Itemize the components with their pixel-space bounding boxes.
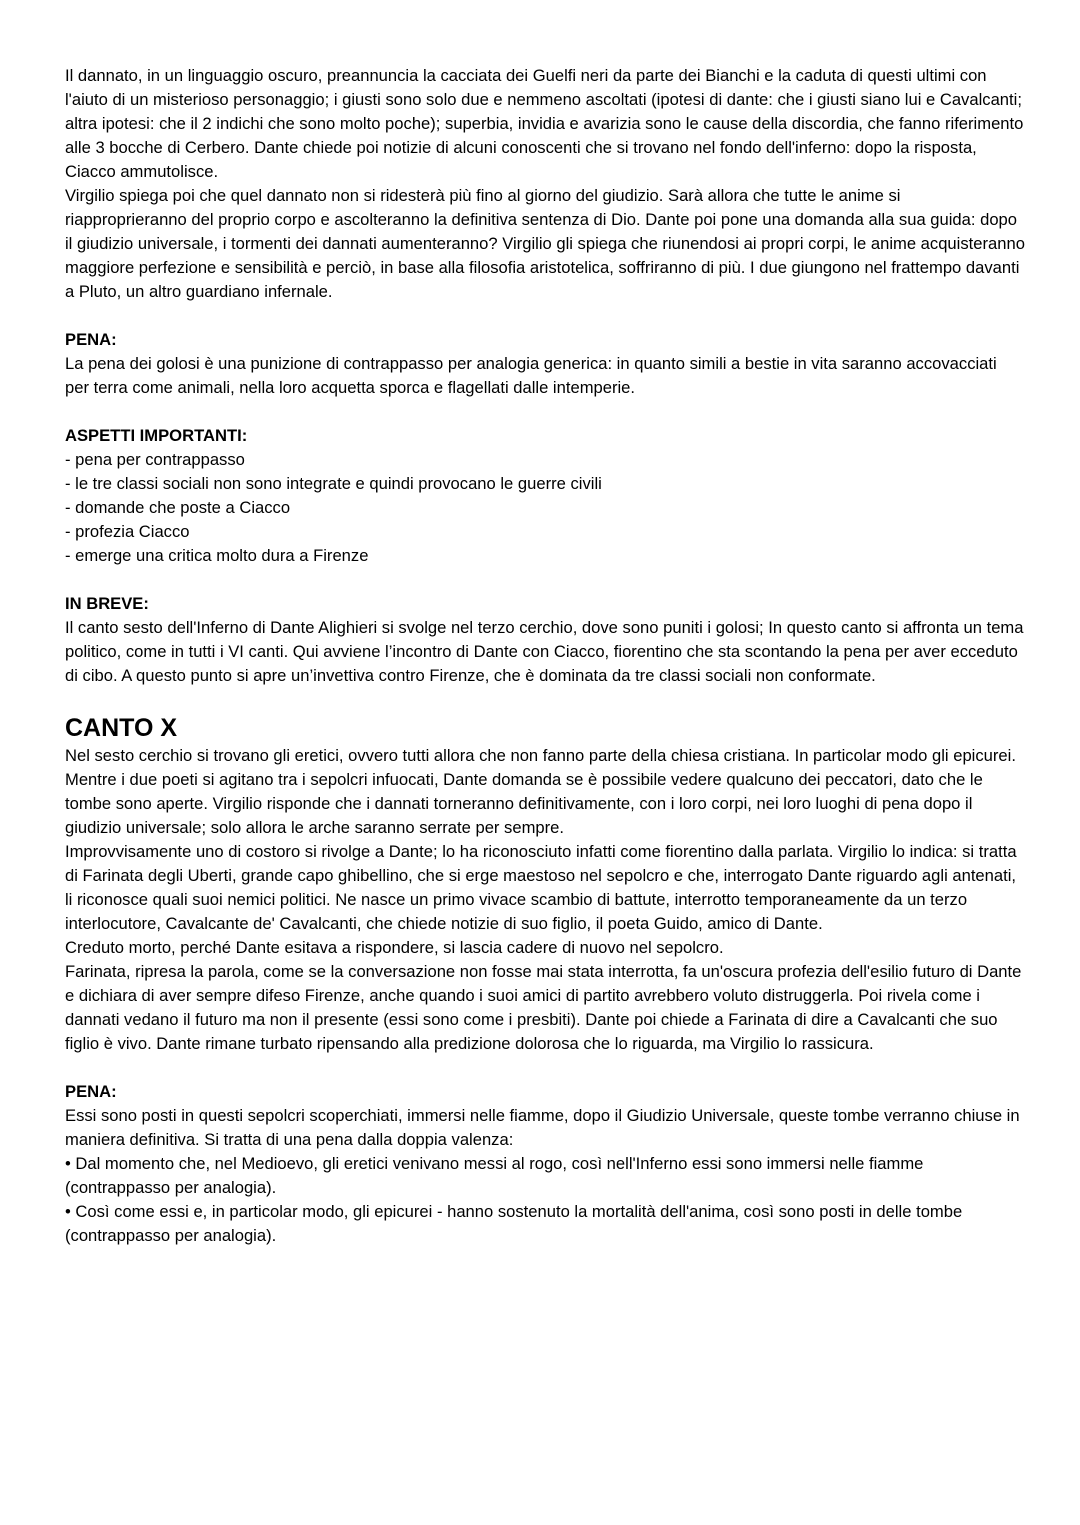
- in-breve-heading: IN BREVE:: [65, 594, 149, 613]
- list-item: - le tre classi sociali non sono integrate e quindi provocano le guerre civili: [65, 474, 602, 493]
- canto-x-paragraph-5: Farinata, ripresa la parola, come se la conversazione non fosse mai stata interrotta, fa un'oscura profezia dell'esilio futuro di Dante e dichiara di aver sempre difeso Firenze, anche quando i suoi amici di partito avrebbero voluto distruggerla. Poi rivela come i dannati vedano il futuro ma non il presente (essi sono come i presbiti). Dante poi chiede a Farinata di dire a Cavalcanti che suo figlio è vivo. Dante rimane turbato ripensando alla predizione dolorosa che lo riguarda, ma Virgilio lo rassicura.: [65, 962, 1022, 1053]
- canto-x-paragraph-4: Creduto morto, perché Dante esitava a rispondere, si lascia cadere di nuovo nel sepolcro.: [65, 938, 724, 957]
- pena-heading: PENA:: [65, 330, 117, 349]
- pena-x-bullet-2: • Così come essi e, in particolar modo, gli epicurei - hanno sostenuto la mortalità dell'anima, così sono posti in delle tombe (contrappasso per analogia).: [65, 1202, 963, 1245]
- list-item: - pena per contrappasso: [65, 450, 245, 469]
- intro-paragraph-2: Virgilio spiega poi che quel dannato non si ridesterà più fino al giorno del giudizio. Sarà allora che tutte le anime si riapproprieranno del proprio corpo e ascolteranno la definitiva sentenza di Dio. Dante poi pone una domanda alla sua guida: dopo il giudizio universale, i tormenti dei dannati aumenteranno? Virgilio gli spiega che riunendosi ai propri corpi, le anime acquisteranno maggiore perfezione e sensibilità e perciò, in base alla filosofia aristotelica, soffriranno di più. I due giungono nel frattempo davanti a Pluto, un altro guardiano infernale.: [65, 186, 1025, 301]
- canto-x-paragraph-2: Mentre i due poeti si agitano tra i sepolcri infuocati, Dante domanda se è possibile vedere qualcuno dei peccatori, dato che le tombe sono aperte. Virgilio risponde che i dannati torneranno definitivamente, con i loro corpi, nei loro luoghi di pena dopo il giudizio universale; solo allora le arche saranno serrate per sempre.: [65, 770, 983, 837]
- aspetti-heading: ASPETTI IMPORTANTI:: [65, 426, 248, 445]
- pena-x-bullet-1: • Dal momento che, nel Medioevo, gli eretici venivano messi al rogo, così nell'Inferno essi sono immersi nelle fiamme (contrappasso per analogia).: [65, 1154, 924, 1197]
- document-page: [65, 64, 1025, 1248]
- pena-x-heading: PENA:: [65, 1082, 117, 1101]
- pena-x-paragraph: Essi sono posti in questi sepolcri scoperchiati, immersi nelle fiamme, dopo il Giudizio Universale, queste tombe verranno chiuse in maniera definitiva. Si tratta di una pena dalla doppia valenza:: [65, 1106, 1020, 1149]
- list-item: - profezia Ciacco: [65, 522, 190, 541]
- pena-paragraph: La pena dei golosi è una punizione di contrappasso per analogia generica: in quanto simili a bestie in vita saranno accovacciati per terra come animali, nella loro acquetta sporca e flagellati dalle intemperie.: [65, 354, 997, 397]
- list-item: - domande che poste a Ciacco: [65, 498, 291, 517]
- canto-x-paragraph-1: Nel sesto cerchio si trovano gli eretici, ovvero tutti allora che non fanno parte della chiesa cristiana. In particolar modo gli epicurei.: [65, 746, 1016, 765]
- list-item: - emerge una critica molto dura a Firenze: [65, 546, 369, 565]
- intro-paragraph-1: Il dannato, in un linguaggio oscuro, preannuncia la cacciata dei Guelfi neri da parte dei Bianchi e la caduta di questi ultimi con l'aiuto di un misterioso personaggio; i giusti sono solo due e nemmeno ascoltati (ipotesi di dante: che i giusti siano lui e Cavalcanti; altra ipotesi: che il 2 indichi che sono molto poche); superbia, invidia e avarizia sono le cause della discordia, che fanno riferimento alle 3 bocche di Cerbero. Dante chiede poi notizie di alcuni conoscenti che si trovano nel fondo dell'inferno: dopo la risposta, Ciacco ammutolisce.: [65, 66, 1024, 181]
- canto-x-paragraph-3: Improvvisamente uno di costoro si rivolge a Dante; lo ha riconosciuto infatti come fiorentino dalla parlata. Virgilio lo indica: si tratta di Farinata degli Uberti, grande capo ghibellino, che si erge maestoso nel sepolcro e che, interrogato Dante riguardo agli antenati, li riconosce quali suoi nemici politici. Ne nasce un primo vivace scambio di battute, interrotto temporaneamente da un terzo interlocutore, Cavalcante de' Cavalcanti, che chiede notizie di suo figlio, il poeta Guido, amico di Dante.: [65, 842, 1017, 933]
- in-breve-paragraph: Il canto sesto dell'Inferno di Dante Alighieri si svolge nel terzo cerchio, dove sono puniti i golosi; In questo canto si affronta un tema politico, come in tutti i VI canti. Qui avviene l’incontro di Dante con Ciacco, fiorentino che sta scontando la pena per aver ecceduto di cibo. A questo punto si apre un’invettiva contro Firenze, che è dominata da tre classi sociali non conformate.: [65, 618, 1024, 685]
- aspetti-list: [65, 448, 1025, 568]
- canto-x-title: CANTO X: [65, 714, 178, 742]
